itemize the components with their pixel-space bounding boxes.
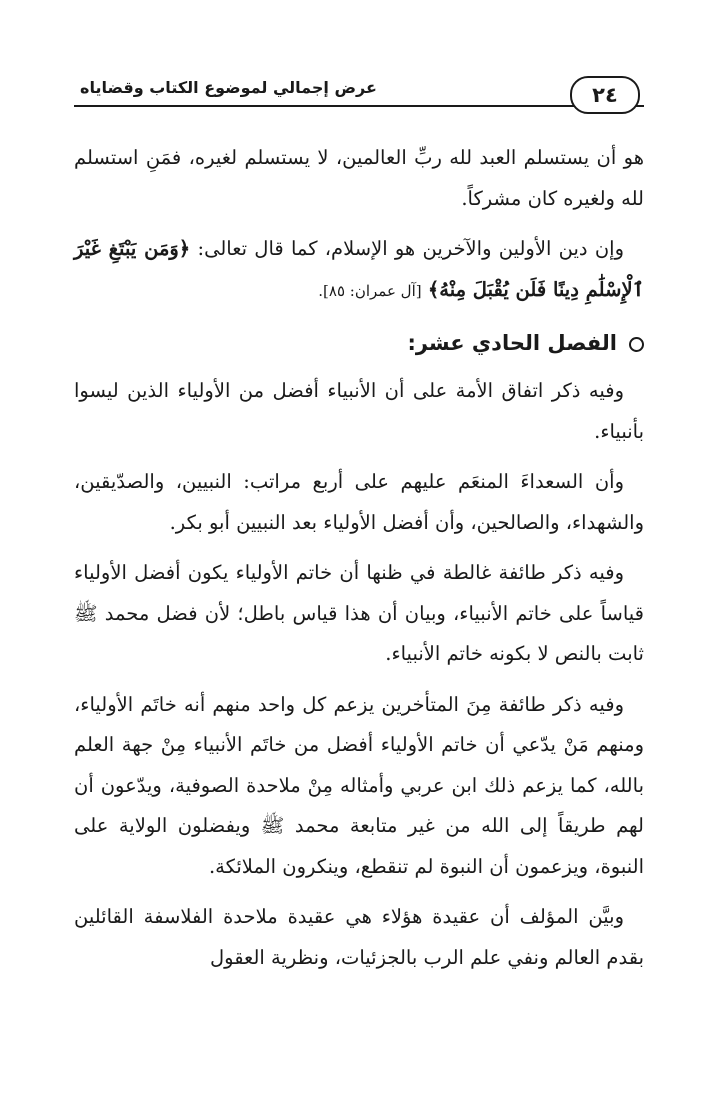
section-heading	[74, 321, 644, 365]
section-heading-text: الفصل الحادي عشر:	[407, 331, 617, 355]
quran-verse: ﴿وَمَن يَبْتَغِ غَيْرَ ٱلْإِسْلَٰمِ دِينًا فَلَن يُقْبَلَ مِنْهُ﴾	[74, 237, 644, 301]
paragraph-2	[74, 229, 644, 311]
paragraph-2-intro: وإن دين الأولين والآخرين هو الإسلام، كما قال تعالى:	[197, 237, 625, 260]
page-body	[74, 138, 644, 988]
verse-reference: [آل عمران: ٨٥].	[318, 281, 422, 300]
header-rule	[74, 105, 644, 107]
paragraph-6: وفيه ذكر طائفة مِنَ المتأخرين يزعم كل واحد منهم أنه خاتَم الأولياء، ومنهم مَنْ يدّعي أن خاتم الأولياء أفضل من خاتَم الأنبياء مِنْ جهة العلم بالله، كما يزعم ذلك ابن عربي وأمثاله مِنْ ملاحدة الصوفية، ويدّعون أن لهم طريقاً إلى الله من غير متابعة محمد ﷺ ويفضلون الولاية على النبوة، ويزعمون أن النبوة لم تنقطع، وينكرون الملائكة.	[74, 692, 644, 878]
paragraph-5: وفيه ذكر طائفة غالطة في ظنها أن خاتم الأولياء يكون أفضل الأولياء قياساً على خاتم الأنبياء، وبيان أن هذا قياس باطل؛ لأن فضل محمد ﷺ ثابت بالنص لا بكونه خاتم الأنبياء.	[74, 561, 644, 665]
paragraph-4: وأن السعداءَ المنعَم عليهم على أربع مراتب: النبيين، والصدّيقين، والشهداء، والصالحين، وأن أفضل الأولياء بعد النبيين أبو بكر.	[74, 470, 644, 534]
circle-bullet-icon	[629, 337, 644, 352]
paragraph-3: وفيه ذكر اتفاق الأمة على أن الأنبياء أفضل من الأولياء الذين ليسوا بأنبياء.	[74, 379, 644, 443]
paragraph-1: هو أن يستسلم العبد لله ربِّ العالمين، لا يستسلم لغيره، فمَنِ استسلم لله ولغيره كان مشركاً.	[74, 146, 644, 210]
page-number: ٢٤	[570, 76, 640, 114]
paragraph-7: وبيَّن المؤلف أن عقيدة هؤلاء هي عقيدة ملاحدة الفلاسفة القائلين بقدم العالم ونفي علم الرب بالجزئيات، ونظرية العقول	[74, 905, 644, 969]
running-title: عرض إجمالي لموضوع الكتاب وقضاياه	[80, 78, 377, 97]
page-header	[74, 70, 644, 112]
